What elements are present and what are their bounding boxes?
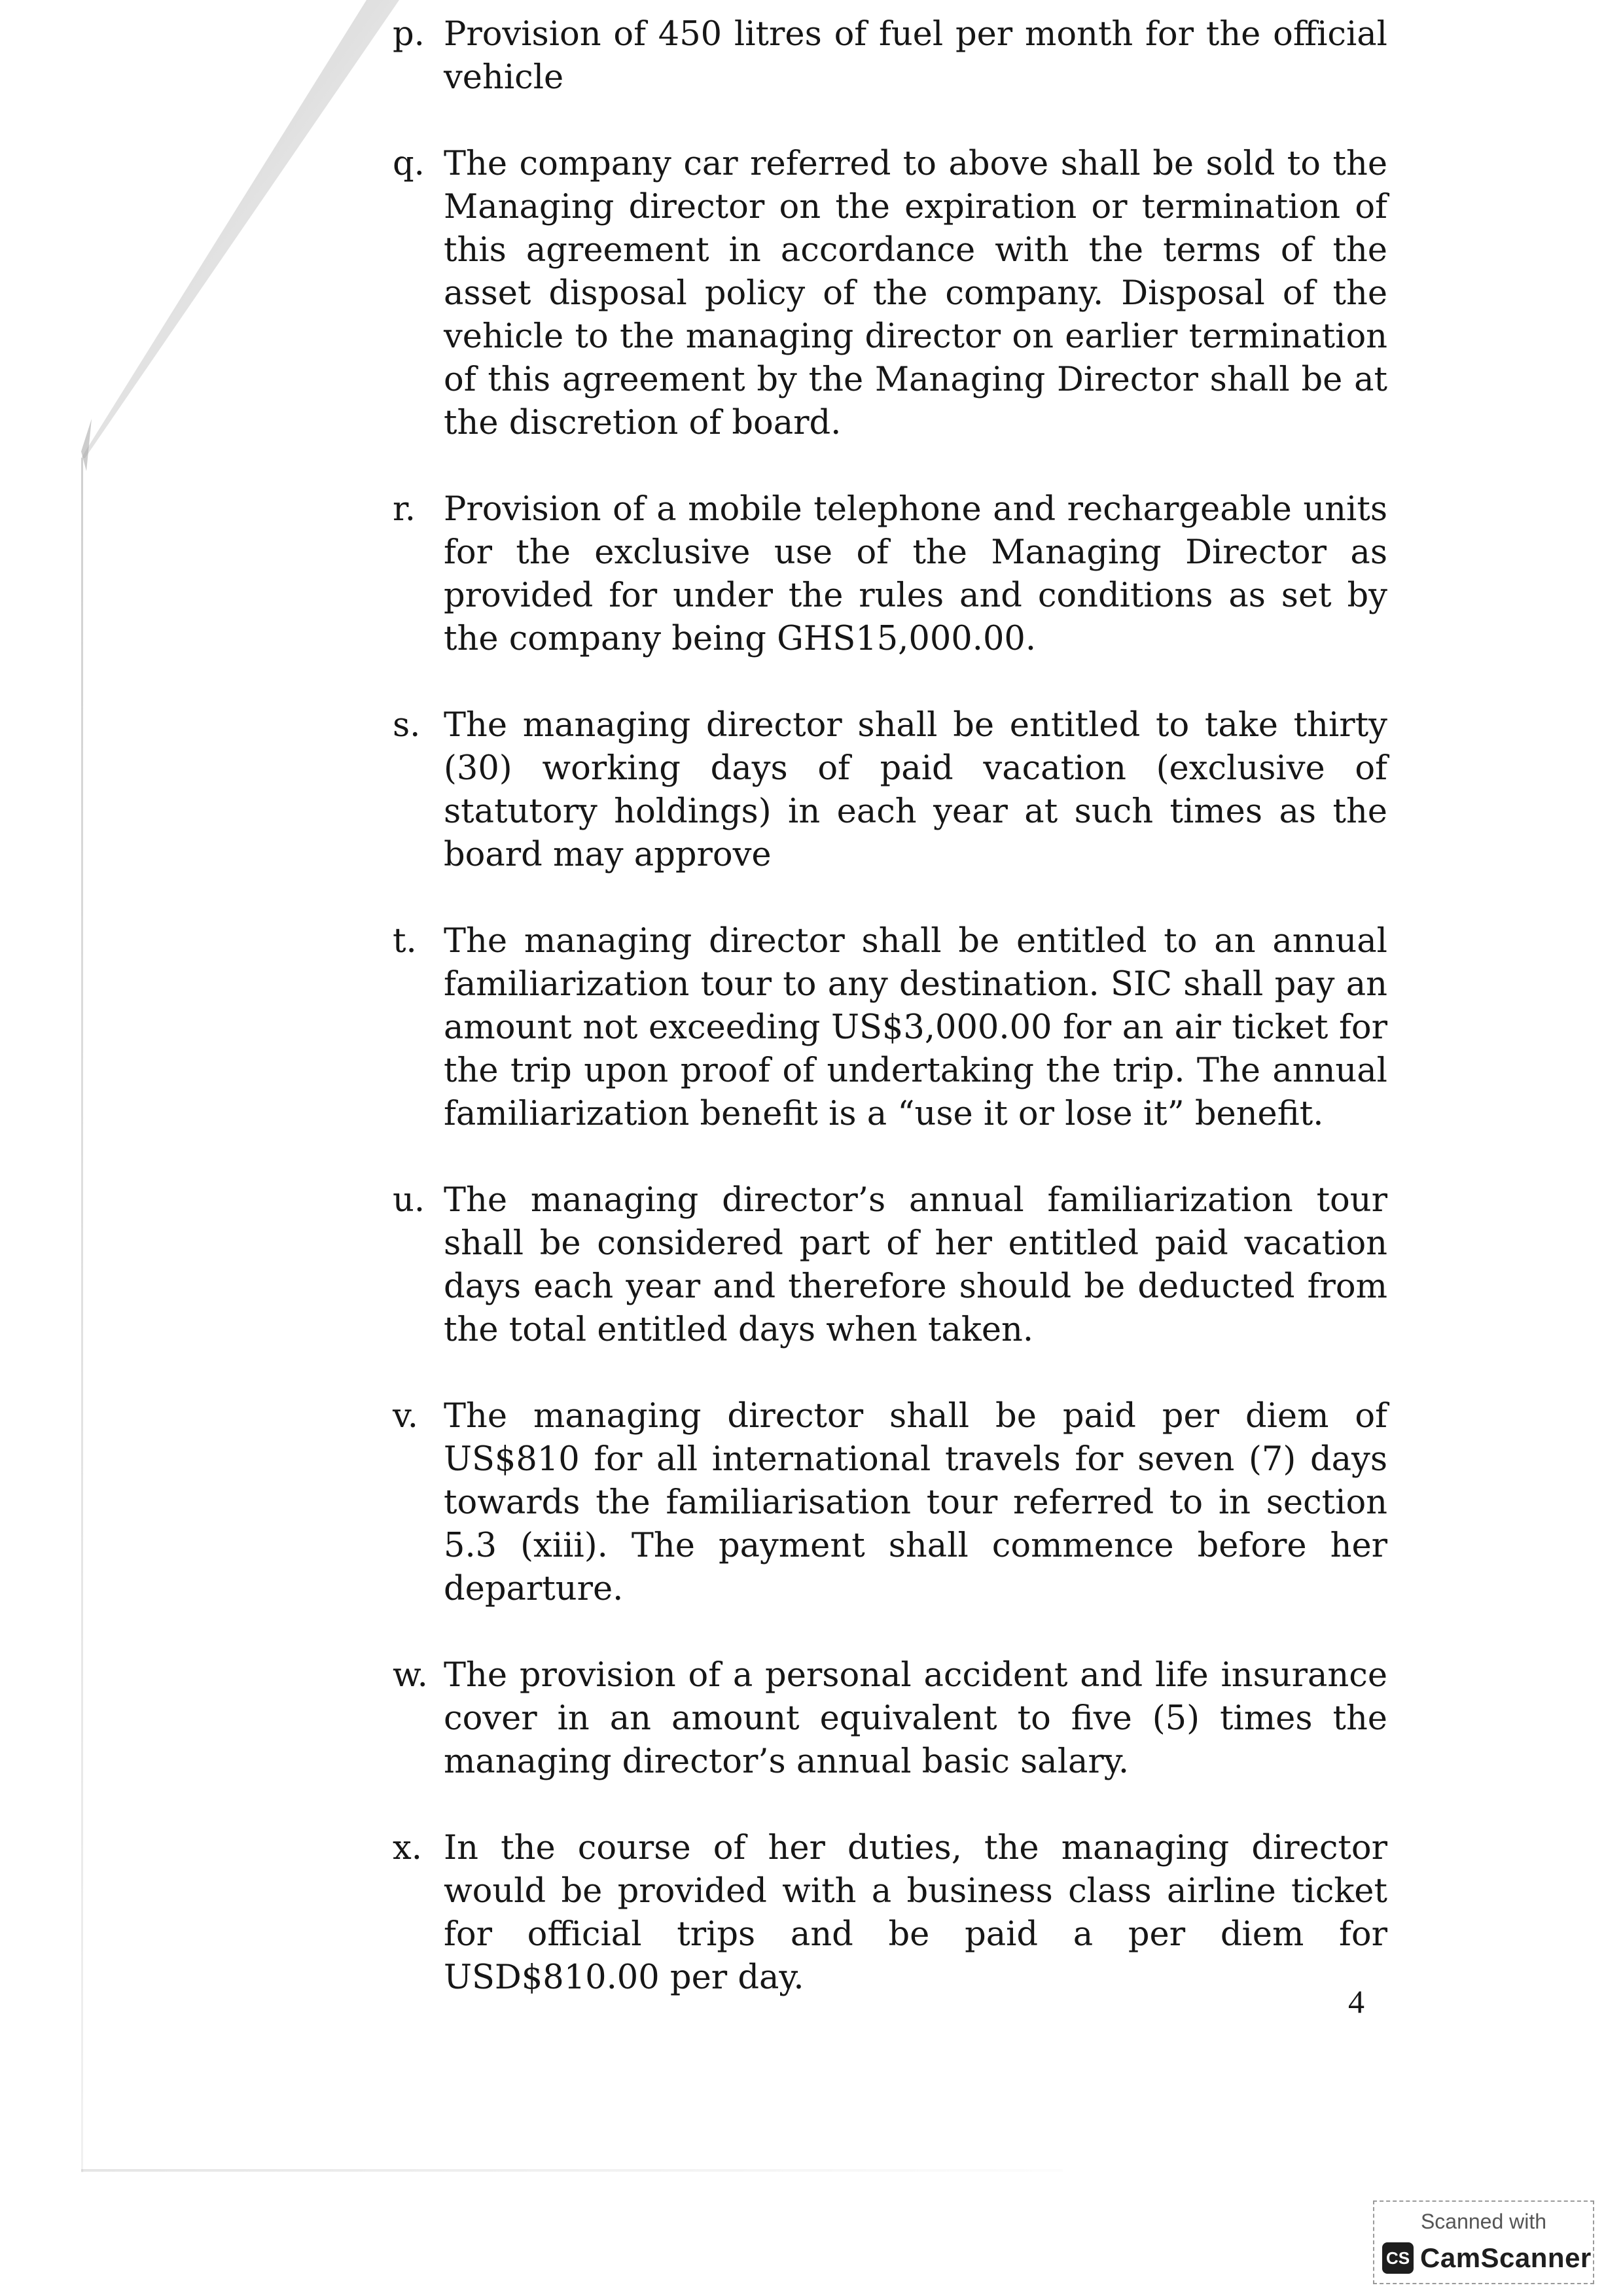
clause-p <box>393 13 1387 99</box>
watermark-brand: CamScanner <box>1420 2242 1592 2273</box>
clause-text: Provision of 450 litres of fuel per month for the official vehicle <box>444 15 1387 97</box>
watermark-caption: Scanned with <box>1420 2210 1547 2233</box>
clause-r <box>393 488 1387 661</box>
clause-letter: u. <box>393 1181 425 1220</box>
clause-letter: x. <box>393 1829 422 1867</box>
clause-letter: p. <box>393 15 425 54</box>
clause-u <box>393 1179 1387 1352</box>
camscanner-logo-icon: CS <box>1382 2242 1414 2274</box>
left-page-edge <box>81 458 83 2172</box>
clause-s <box>393 704 1387 877</box>
page-number: 4 <box>1348 1983 1364 2020</box>
clause-text: The managing director shall be entitled to an annual familiarization tour to any destination. SIC shall pay an amount not exceeding US$3,000.00 for an air ticket for the trip upon proof of undertaking the trip. The annual familiarization benefit is a “use it or lose it” benefit. <box>444 922 1387 1133</box>
clause-text: The managing director’s annual familiarization tour shall be considered part of her entitled paid vacation days each year and therefore should be deducted from the total entitled days when taken. <box>444 1181 1387 1349</box>
clause-text: The company car referred to above shall be sold to the Managing director on the expiration or termination of this agreement in accordance with the terms of the asset disposal policy of the company. Disposal of the vehicle to the managing director on earlier termination of this agreement by the Managing Director shall be at the discretion of board. <box>444 145 1387 442</box>
clause-letter: s. <box>393 706 421 745</box>
clause-letter: t. <box>393 922 417 961</box>
clause-t <box>393 920 1387 1136</box>
clause-text: The managing director shall be paid per diem of US$810 for all international travels for seven (7) days towards the familiarisation tour referred to in section 5.3 (xiii). The payment shall commence before her departure. <box>444 1397 1387 1608</box>
clause-text: Provision of a mobile telephone and rechargeable units for the exclusive use of the Managing Director as provided for under the rules and conditions as set by the company being GHS15,000.00. <box>444 490 1387 658</box>
clause-letter: v. <box>393 1397 418 1436</box>
clause-q <box>393 143 1387 445</box>
clause-letter: w. <box>393 1656 428 1695</box>
clause-letter: r. <box>393 490 416 529</box>
clause-text: In the course of her duties, the managing director would be provided with a business class airline ticket for official trips and be paid a per diem for USD$810.00 per day. <box>444 1829 1387 1997</box>
camscanner-watermark <box>1373 2200 1594 2284</box>
watermark-brand-row <box>1382 2242 1592 2274</box>
clause-x <box>393 1827 1387 2000</box>
clause-v <box>393 1395 1387 1611</box>
clause-text: The provision of a personal accident and life insurance cover in an amount equivalent to five (5) times the managing director’s annual basic salary. <box>444 1656 1387 1781</box>
bottom-page-edge <box>81 2169 1063 2172</box>
clause-w <box>393 1654 1387 1784</box>
clause-list <box>393 13 1387 2043</box>
clause-letter: q. <box>393 145 425 183</box>
clause-text: The managing director shall be entitled to take thirty (30) working days of paid vacation (exclusive of statutory holdings) in each year at such times as the board may approve <box>444 706 1387 874</box>
